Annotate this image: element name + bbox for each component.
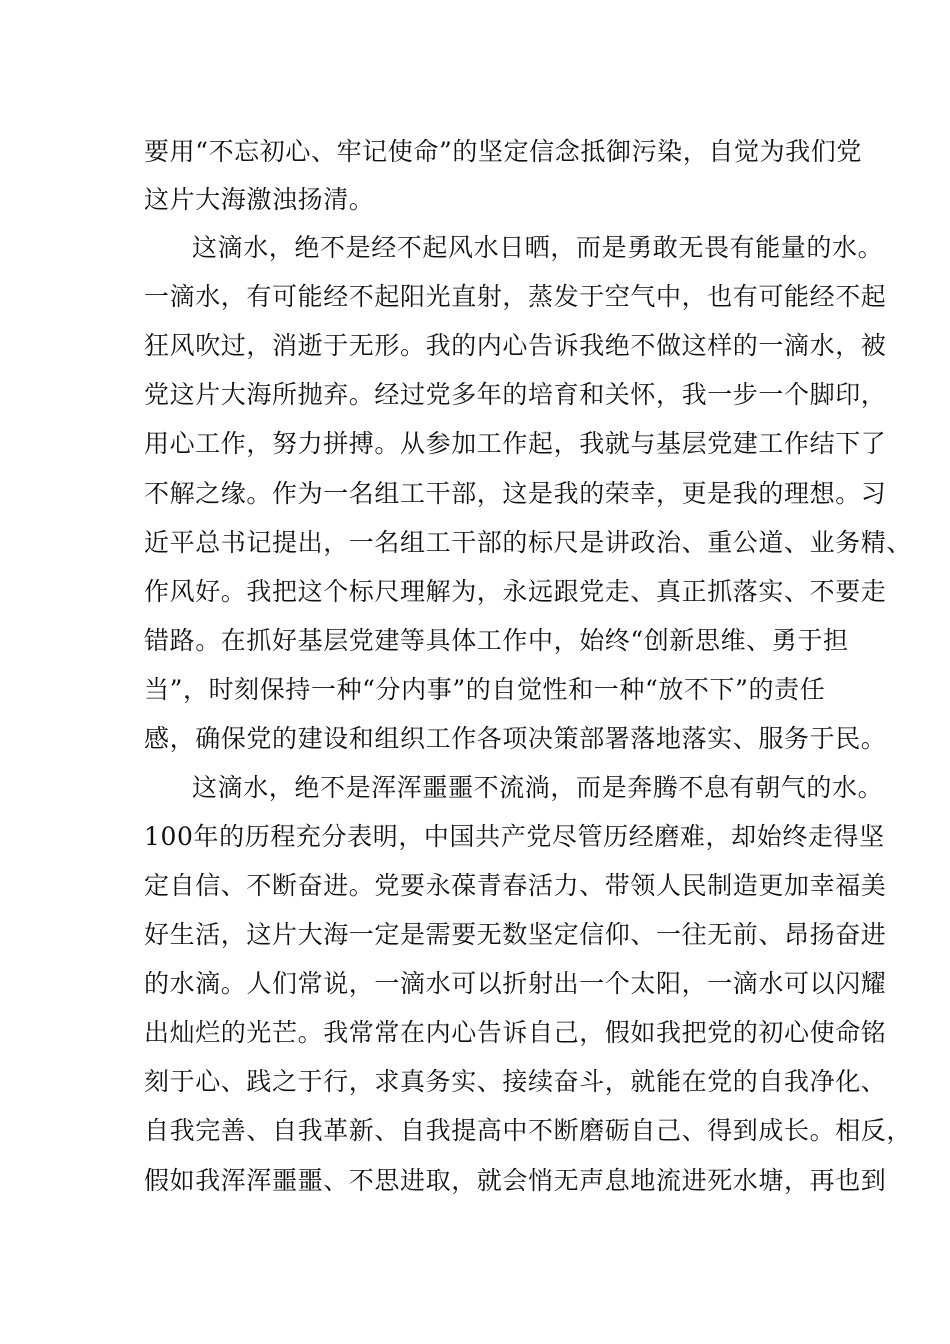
text-line: 自我完善、自我革新、自我提高中不断磨砺自己、得到成长。相反，: [144, 1116, 913, 1145]
text-line: 党这片大海所抛弃。经过党多年的培育和关怀，我一步一个脚印，: [144, 380, 887, 409]
text-line: 要用“不忘初心、牢记使命”的坚定信念抵御污染，自觉为我们党: [144, 137, 862, 166]
text-line: 作风好。我把这个标尺理解为，永远跟党走、真正抓落实、不要走: [144, 577, 887, 606]
text-line: 不解之缘。作为一名组工干部，这是我的荣幸，更是我的理想。习: [144, 479, 887, 508]
text-line: 感，确保党的建设和组织工作各项决策部署落地落实、服务于民。: [144, 724, 887, 753]
text-line: 刻于心、践之于行，求真务实、接续奋斗，就能在党的自我净化、: [144, 1067, 887, 1096]
paragraph-start-line: 这滴水，绝不是经不起风水日晒，而是勇敢无畏有能量的水。: [192, 233, 884, 262]
text-line: 假如我浑浑噩噩、不思进取，就会悄无声息地流进死水塘，再也到: [144, 1166, 887, 1195]
text-line: 当”，时刻保持一种“分内事”的自觉性和一种“放不下”的责任: [144, 675, 826, 704]
text-line: 定自信、不断奋进。党要永葆青春活力、带领人民制造更加幸福美: [144, 871, 887, 900]
text-line: 错路。在抓好基层党建等具体工作中，始终“创新思维、勇于担: [144, 626, 849, 655]
text-line: 的水滴。人们常说，一滴水可以折射出一个太阳，一滴水可以闪耀: [144, 969, 887, 998]
text-line: 100年的历程充分表明，中国共产党尽管历经磨难，却始终走得坚: [144, 822, 885, 851]
text-line: 一滴水，有可能经不起阳光直射，蒸发于空气中，也有可能经不起: [144, 282, 887, 311]
text-line: 近平总书记提出，一名组工干部的标尺是讲政治、重公道、业务精、: [144, 528, 913, 557]
text-line: 用心工作，努力拼搏。从参加工作起，我就与基层党建工作结下了: [144, 429, 887, 458]
text-line: 出灿烂的光芒。我常常在内心告诉自己，假如我把党的初心使命铭: [144, 1018, 887, 1047]
paragraph-start-line: 这滴水，绝不是浑浑噩噩不流淌，而是奔腾不息有朝气的水。: [192, 773, 884, 802]
text-line: 这片大海激浊扬清。: [144, 185, 375, 214]
text-line: 狂风吹过，消逝于无形。我的内心告诉我绝不做这样的一滴水，被: [144, 331, 887, 360]
text-line: 好生活，这片大海一定是需要无数坚定信仰、一往无前、昂扬奋进: [144, 920, 887, 949]
